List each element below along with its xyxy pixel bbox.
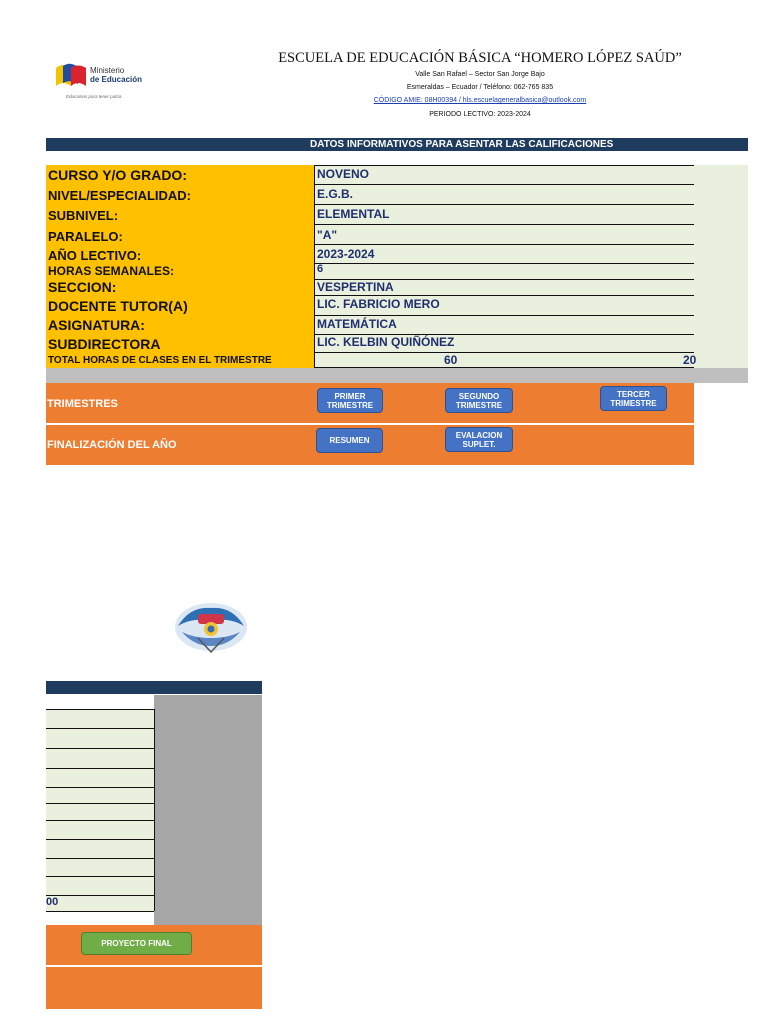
column-separator — [314, 165, 315, 368]
row-divider — [46, 768, 154, 769]
info-value[interactable]: LIC. KELBIN QUIÑÓNEZ — [317, 335, 455, 349]
info-value[interactable]: NOVENO — [317, 167, 370, 181]
school-crest-image — [168, 598, 254, 656]
row-divider — [46, 820, 154, 821]
info-value[interactable]: LIC. FABRICIO MERO — [317, 297, 440, 311]
proyecto-final-button[interactable]: PROYECTO FINAL — [81, 932, 192, 955]
finalizacion-label: FINALIZACIÓN DEL AÑO — [47, 439, 177, 451]
row-divider — [46, 911, 154, 912]
ministerio-logo — [54, 62, 88, 88]
info-label: SUBDIRECTORA — [48, 336, 161, 352]
school-address: Valle San Rafael – Sector San Jorge Bajo — [415, 71, 545, 78]
primer-trimestre-button[interactable]: PRIMER TRIMESTRE — [317, 388, 383, 413]
row-divider — [46, 787, 154, 788]
trimestres-label: TRIMESTRES — [47, 398, 118, 410]
row-divider — [314, 224, 694, 225]
lower-header-bar — [46, 681, 262, 694]
school-title: ESCUELA DE EDUCACIÓN BÁSICA “HOMERO LÓPEZ SAÚD” — [278, 50, 682, 66]
column-separator — [154, 709, 155, 911]
info-label: SUBNIVEL: — [48, 208, 119, 223]
logo-slogan: Educamos para tener patria — [66, 94, 122, 99]
row-divider — [46, 876, 154, 877]
school-email-link[interactable]: CÓDIGO AMIE: 08H00394 / hls.escuelageneralbasica@outlook.com — [373, 97, 587, 104]
row-divider — [314, 184, 694, 185]
info-label: CURSO Y/O GRADO: — [48, 167, 187, 183]
info-label: PARALELO: — [48, 229, 123, 244]
info-value[interactable]: E.G.B. — [317, 187, 354, 201]
info-label: HORAS SEMANALES: — [48, 264, 175, 278]
separator-strip — [46, 368, 748, 383]
row-divider — [314, 352, 694, 353]
lower-total-value[interactable]: 00 — [46, 896, 59, 908]
row-divider — [314, 204, 694, 205]
info-label: ASIGNATURA: — [48, 317, 145, 333]
section-title: DATOS INFORMATIVOS PARA ASENTAR LAS CALIFICACIONES — [310, 139, 614, 150]
row-divider — [46, 728, 154, 729]
row-divider — [314, 315, 694, 316]
lower-gray-panel — [154, 695, 262, 925]
row-divider — [46, 803, 154, 804]
row-divider — [46, 895, 154, 896]
lower-orange-panel — [46, 967, 262, 1009]
school-period: PERIODO LECTIVO: 2023-2024 — [429, 111, 531, 118]
info-value[interactable]: 6 — [317, 263, 324, 275]
lower-value-column — [46, 709, 154, 911]
info-value[interactable]: 2023-2024 — [317, 247, 375, 261]
tercer-trimestre-button[interactable]: TERCER TRIMESTRE — [600, 386, 667, 411]
row-divider — [314, 165, 694, 166]
row-divider — [46, 709, 154, 710]
info-value[interactable]: "A" — [317, 228, 338, 242]
row-divider — [46, 748, 154, 749]
resumen-button[interactable]: RESUMEN — [316, 428, 383, 453]
info-value[interactable]: VESPERTINA — [317, 280, 394, 294]
info-value[interactable]: ELEMENTAL — [317, 207, 390, 221]
row-divider — [46, 839, 154, 840]
info-label: DOCENTE TUTOR(A) — [48, 298, 188, 314]
info-value[interactable]: MATEMÁTICA — [317, 317, 397, 331]
ministerio-logo-text: Ministerio de Educación — [90, 66, 143, 84]
row-divider — [46, 858, 154, 859]
info-label: AÑO LECTIVO: — [48, 248, 142, 263]
info-label: SECCION: — [48, 279, 117, 295]
row-divider — [314, 295, 694, 296]
info-label: NIVEL/ESPECIALIDAD: — [48, 188, 192, 203]
segundo-trimestre-button[interactable]: SEGUNDO TRIMESTRE — [445, 388, 513, 413]
total-hours-value[interactable]: 60 — [444, 353, 458, 367]
evaluacion-supletoria-button[interactable]: EVALACION SUPLET. — [445, 427, 513, 452]
school-phone: Esmeraldas – Ecuador / Teléfono: 062-765 835 — [406, 84, 554, 91]
row-divider — [314, 263, 694, 264]
row-divider — [314, 244, 694, 245]
total-hours-label: TOTAL HORAS DE CLASES EN EL TRIMESTRE — [48, 355, 272, 366]
total-hours-value-2[interactable]: 20 — [683, 353, 697, 367]
